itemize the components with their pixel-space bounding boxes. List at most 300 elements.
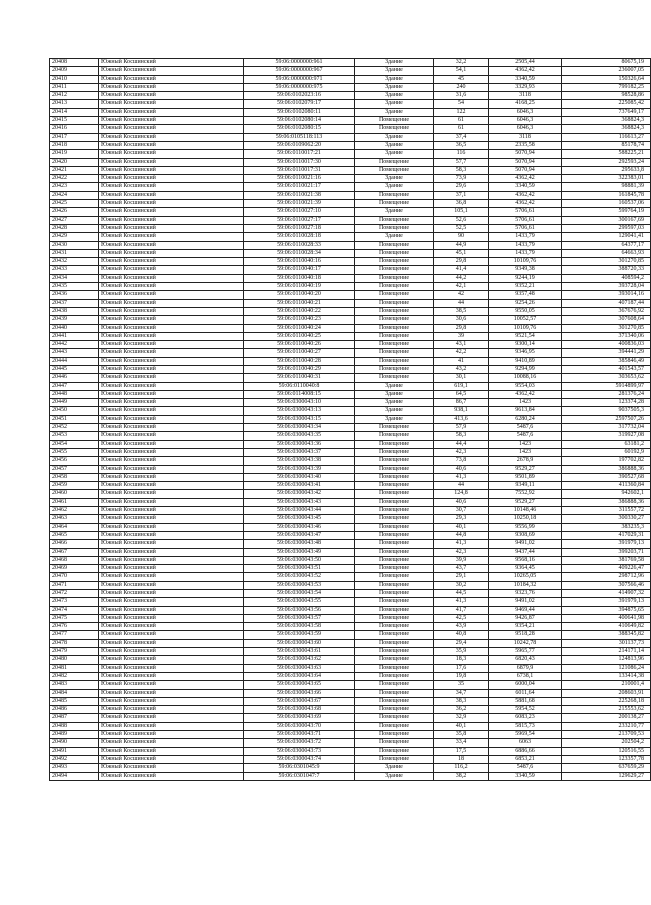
table-row	[50, 307, 651, 315]
total-value-cell: 394875,65	[562, 606, 651, 614]
price-per-unit-cell: 3340,59	[489, 75, 562, 83]
area-cell: 57,9	[434, 424, 489, 432]
price-per-unit-cell: 4362,42	[489, 175, 562, 183]
total-value-cell: 410649,82	[562, 623, 651, 631]
row-number-cell: 20438	[50, 307, 99, 315]
cadastral-number-cell: 59:06:0300043:59	[244, 631, 355, 639]
cadastral-number-cell: 59:06:0300043:45	[244, 515, 355, 523]
object-type-cell: Здание	[355, 399, 434, 407]
cadastral-number-cell: 59:06:0300043:44	[244, 507, 355, 515]
area-cell: 40,6	[434, 465, 489, 473]
row-number-cell: 20450	[50, 407, 99, 415]
table-row	[50, 158, 651, 166]
area-cell: 39,9	[434, 556, 489, 564]
object-type-cell: Помещение	[355, 316, 434, 324]
table-row	[50, 731, 651, 739]
row-number-cell: 20420	[50, 158, 99, 166]
cadastral-number-cell: 59:06:0102080:14	[244, 117, 355, 125]
cadastral-number-cell: 59:06:0110017:21	[244, 150, 355, 158]
row-number-cell: 20447	[50, 382, 99, 390]
object-type-cell: Помещение	[355, 299, 434, 307]
row-number-cell: 20456	[50, 457, 99, 465]
price-per-unit-cell: 6063	[489, 739, 562, 747]
total-value-cell: 129041,41	[562, 233, 651, 241]
total-value-cell: 5914899,97	[562, 382, 651, 390]
object-type-cell: Помещение	[355, 498, 434, 506]
object-type-cell: Здание	[355, 382, 434, 390]
district-cell: Южный Косшинский	[99, 365, 244, 373]
row-number-cell: 20488	[50, 722, 99, 730]
area-cell: 40,8	[434, 631, 489, 639]
area-cell: 64,5	[434, 390, 489, 398]
cadastral-number-cell: 59:06:0110040:19	[244, 283, 355, 291]
total-value-cell: 98881,39	[562, 183, 651, 191]
district-cell: Южный Косшинский	[99, 274, 244, 282]
total-value-cell: 64663,93	[562, 249, 651, 257]
total-value-cell: 60192,9	[562, 448, 651, 456]
table-row	[50, 299, 651, 307]
table-row	[50, 125, 651, 133]
object-type-cell: Помещение	[355, 291, 434, 299]
total-value-cell: 301270,85	[562, 324, 651, 332]
table-row	[50, 457, 651, 465]
row-number-cell: 20481	[50, 664, 99, 672]
row-number-cell: 20476	[50, 623, 99, 631]
object-type-cell: Помещение	[355, 200, 434, 208]
district-cell: Южный Косшинский	[99, 241, 244, 249]
area-cell: 44,9	[434, 241, 489, 249]
object-type-cell: Здание	[355, 100, 434, 108]
table-row	[50, 556, 651, 564]
price-per-unit-cell: 5706,61	[489, 224, 562, 232]
table-row	[50, 747, 651, 755]
cadastral-number-cell: 59:06:0300043:63	[244, 664, 355, 672]
table-row	[50, 590, 651, 598]
district-cell: Южный Косшинский	[99, 573, 244, 581]
table-row	[50, 224, 651, 232]
total-value-cell: 391979,13	[562, 598, 651, 606]
table-row	[50, 764, 651, 772]
row-number-cell: 20468	[50, 556, 99, 564]
total-value-cell: 411360,84	[562, 482, 651, 490]
total-value-cell: 311557,72	[562, 507, 651, 515]
cadastral-number-cell: 59:06:0300043:53	[244, 581, 355, 589]
object-type-cell: Помещение	[355, 191, 434, 199]
price-per-unit-cell: 9354,21	[489, 623, 562, 631]
area-cell: 40,1	[434, 523, 489, 531]
row-number-cell: 20417	[50, 133, 99, 141]
object-type-cell: Здание	[355, 133, 434, 141]
total-value-cell: 208603,91	[562, 689, 651, 697]
price-per-unit-cell: 6738,1	[489, 672, 562, 680]
table-row	[50, 639, 651, 647]
cadastral-number-cell: 59:06:0300043:71	[244, 731, 355, 739]
district-cell: Южный Косшинский	[99, 473, 244, 481]
table-row	[50, 706, 651, 714]
cadastral-number-cell: 59:06:0300043:61	[244, 648, 355, 656]
cadastral-number-cell: 59:06:0300043:54	[244, 590, 355, 598]
cadastral-number-cell: 59:06:0300043:15	[244, 415, 355, 423]
area-cell: 44	[434, 482, 489, 490]
price-per-unit-cell: 1433,79	[489, 233, 562, 241]
cadastral-number-cell: 59:06:0300043:40	[244, 473, 355, 481]
area-cell: 18,3	[434, 656, 489, 664]
area-cell: 19,8	[434, 672, 489, 680]
total-value-cell: 121086,24	[562, 664, 651, 672]
table-row	[50, 424, 651, 432]
cadastral-number-cell: 59:06:0110027:10	[244, 208, 355, 216]
object-type-cell: Помещение	[355, 349, 434, 357]
row-number-cell: 20439	[50, 316, 99, 324]
price-per-unit-cell: 5070,94	[489, 166, 562, 174]
area-cell: 38,2	[434, 772, 489, 780]
district-cell: Южный Косшинский	[99, 316, 244, 324]
object-type-cell: Помещение	[355, 598, 434, 606]
price-per-unit-cell: 3340,59	[489, 772, 562, 780]
table-row	[50, 664, 651, 672]
table-row	[50, 648, 651, 656]
cadastral-number-cell: 59:06:0105118:113	[244, 133, 355, 141]
object-type-cell: Здание	[355, 407, 434, 415]
table-row	[50, 681, 651, 689]
table-row	[50, 200, 651, 208]
price-per-unit-cell: 9529,27	[489, 498, 562, 506]
row-number-cell: 20482	[50, 672, 99, 680]
area-cell: 37,4	[434, 133, 489, 141]
object-type-cell: Помещение	[355, 216, 434, 224]
area-cell: 41,3	[434, 540, 489, 548]
district-cell: Южный Косшинский	[99, 141, 244, 149]
price-per-unit-cell: 10184,32	[489, 581, 562, 589]
total-value-cell: 236007,05	[562, 67, 651, 75]
area-cell: 31,6	[434, 92, 489, 100]
total-value-cell: 393014,16	[562, 291, 651, 299]
district-cell: Южный Косшинский	[99, 291, 244, 299]
table-row	[50, 357, 651, 365]
area-cell: 41	[434, 357, 489, 365]
total-value-cell: 298712,96	[562, 573, 651, 581]
total-value-cell: 414907,32	[562, 590, 651, 598]
price-per-unit-cell: 2505,44	[489, 59, 562, 67]
price-per-unit-cell: 9364,45	[489, 565, 562, 573]
cadastral-number-cell: 59:06:0110021:17	[244, 183, 355, 191]
row-number-cell: 20418	[50, 141, 99, 149]
cadastral-number-cell: 59:06:0110040:23	[244, 316, 355, 324]
cadastral-number-cell: 59:06:0300043:42	[244, 490, 355, 498]
area-cell: 35,9	[434, 648, 489, 656]
area-cell: 36,2	[434, 706, 489, 714]
row-number-cell: 20424	[50, 191, 99, 199]
row-number-cell: 20451	[50, 415, 99, 423]
price-per-unit-cell: 4168,25	[489, 100, 562, 108]
table-row	[50, 92, 651, 100]
total-value-cell: 85178,74	[562, 141, 651, 149]
total-value-cell: 322383,01	[562, 175, 651, 183]
object-type-cell: Помещение	[355, 473, 434, 481]
district-cell: Южный Косшинский	[99, 117, 244, 125]
district-cell: Южный Косшинский	[99, 631, 244, 639]
area-cell: 37,1	[434, 191, 489, 199]
area-cell: 44,8	[434, 531, 489, 539]
price-per-unit-cell: 9352,21	[489, 283, 562, 291]
row-number-cell: 20440	[50, 324, 99, 332]
row-number-cell: 20467	[50, 548, 99, 556]
table-row	[50, 374, 651, 382]
area-cell: 32,9	[434, 714, 489, 722]
cadastral-number-cell: 59:06:0110040:24	[244, 324, 355, 332]
table-row	[50, 83, 651, 91]
total-value-cell: 307608,64	[562, 316, 651, 324]
object-type-cell: Здание	[355, 415, 434, 423]
price-per-unit-cell: 5070,94	[489, 150, 562, 158]
district-cell: Южный Косшинский	[99, 731, 244, 739]
cadastral-number-cell: 59:06:0300043:58	[244, 623, 355, 631]
area-cell: 122	[434, 108, 489, 116]
table-row	[50, 540, 651, 548]
row-number-cell: 20423	[50, 183, 99, 191]
cadastral-number-cell: 59:06:0110040:27	[244, 349, 355, 357]
area-cell: 58,3	[434, 166, 489, 174]
total-value-cell: 386888,36	[562, 498, 651, 506]
cadastral-number-cell: 59:06:0300043:38	[244, 457, 355, 465]
object-type-cell: Помещение	[355, 531, 434, 539]
object-type-cell: Помещение	[355, 424, 434, 432]
total-value-cell: 150326,64	[562, 75, 651, 83]
price-per-unit-cell: 10265,05	[489, 573, 562, 581]
price-per-unit-cell: 3118	[489, 133, 562, 141]
district-cell: Южный Косшинский	[99, 150, 244, 158]
table-row	[50, 108, 651, 116]
table-row	[50, 341, 651, 349]
district-cell: Южный Косшинский	[99, 606, 244, 614]
price-per-unit-cell: 1433,79	[489, 241, 562, 249]
area-cell: 43,1	[434, 341, 489, 349]
district-cell: Южный Косшинский	[99, 249, 244, 257]
area-cell: 32,2	[434, 59, 489, 67]
row-number-cell: 20478	[50, 639, 99, 647]
area-cell: 29,4	[434, 639, 489, 647]
table-row	[50, 407, 651, 415]
area-cell: 40,1	[434, 722, 489, 730]
total-value-cell: 129629,27	[562, 772, 651, 780]
total-value-cell: 417029,31	[562, 531, 651, 539]
district-cell: Южный Косшинский	[99, 133, 244, 141]
total-value-cell: 408594,2	[562, 274, 651, 282]
cadastral-number-cell: 59:06:0102080:15	[244, 125, 355, 133]
table-row	[50, 697, 651, 705]
cadastral-number-cell: 59:06:0300043:70	[244, 722, 355, 730]
row-number-cell: 20449	[50, 399, 99, 407]
district-cell: Южный Косшинский	[99, 440, 244, 448]
cadastral-number-cell: 59:06:0300043:74	[244, 755, 355, 763]
price-per-unit-cell: 9300,14	[489, 341, 562, 349]
cadastral-number-cell: 59:06:0300043:60	[244, 639, 355, 647]
object-type-cell: Помещение	[355, 117, 434, 125]
row-number-cell: 20448	[50, 390, 99, 398]
district-cell: Южный Косшинский	[99, 266, 244, 274]
area-cell: 30,2	[434, 581, 489, 589]
area-cell: 36,5	[434, 141, 489, 149]
district-cell: Южный Косшинский	[99, 100, 244, 108]
price-per-unit-cell: 4362,42	[489, 67, 562, 75]
area-cell: 33,4	[434, 739, 489, 747]
cadastral-number-cell: 59:06:0300043:49	[244, 548, 355, 556]
row-number-cell: 20429	[50, 233, 99, 241]
row-number-cell: 20485	[50, 697, 99, 705]
district-cell: Южный Косшинский	[99, 689, 244, 697]
table-row	[50, 332, 651, 340]
district-cell: Южный Косшинский	[99, 697, 244, 705]
cadastral-number-cell: 59:06:0109062:20	[244, 141, 355, 149]
cadastral-number-cell: 59:06:0000000:967	[244, 67, 355, 75]
row-number-cell: 20480	[50, 656, 99, 664]
total-value-cell: 9037505,3	[562, 407, 651, 415]
row-number-cell: 20453	[50, 432, 99, 440]
object-type-cell: Помещение	[355, 722, 434, 730]
cadastral-number-cell: 59:06:0110021:39	[244, 200, 355, 208]
row-number-cell: 20472	[50, 590, 99, 598]
total-value-cell: 98528,86	[562, 92, 651, 100]
cadastral-number-cell: 59:06:0300043:62	[244, 656, 355, 664]
table-row	[50, 581, 651, 589]
total-value-cell: 394441,29	[562, 349, 651, 357]
price-per-unit-cell: 9521,54	[489, 332, 562, 340]
area-cell: 116	[434, 150, 489, 158]
object-type-cell: Здание	[355, 59, 434, 67]
object-type-cell: Помещение	[355, 341, 434, 349]
area-cell: 54,1	[434, 67, 489, 75]
table-row	[50, 531, 651, 539]
row-number-cell: 20444	[50, 357, 99, 365]
price-per-unit-cell: 10109,76	[489, 324, 562, 332]
area-cell: 44	[434, 299, 489, 307]
cadastral-number-cell: 59:06:0110040:8	[244, 382, 355, 390]
total-value-cell: 161845,78	[562, 191, 651, 199]
table-row	[50, 399, 651, 407]
cadastral-number-cell: 59:06:0300043:67	[244, 697, 355, 705]
row-number-cell: 20409	[50, 67, 99, 75]
area-cell: 29,1	[434, 573, 489, 581]
total-value-cell: 319927,08	[562, 432, 651, 440]
row-number-cell: 20434	[50, 274, 99, 282]
object-type-cell: Помещение	[355, 324, 434, 332]
cadastral-number-cell: 59:06:0110028:34	[244, 249, 355, 257]
price-per-unit-cell: 6879,9	[489, 664, 562, 672]
object-type-cell: Здание	[355, 233, 434, 241]
object-type-cell: Здание	[355, 141, 434, 149]
district-cell: Южный Косшинский	[99, 341, 244, 349]
area-cell: 124,8	[434, 490, 489, 498]
object-type-cell: Помещение	[355, 465, 434, 473]
district-cell: Южный Косшинский	[99, 639, 244, 647]
row-number-cell: 20413	[50, 100, 99, 108]
cadastral-number-cell: 59:06:0110017:31	[244, 166, 355, 174]
cadastral-number-cell: 59:06:0102023:16	[244, 92, 355, 100]
object-type-cell: Помещение	[355, 672, 434, 680]
object-type-cell: Здание	[355, 67, 434, 75]
district-cell: Южный Косшинский	[99, 706, 244, 714]
price-per-unit-cell: 9346,95	[489, 349, 562, 357]
total-value-cell: 123374,28	[562, 399, 651, 407]
price-per-unit-cell: 2335,58	[489, 141, 562, 149]
object-type-cell: Помещение	[355, 664, 434, 672]
row-number-cell: 20445	[50, 365, 99, 373]
row-number-cell: 20422	[50, 175, 99, 183]
row-number-cell: 20458	[50, 473, 99, 481]
area-cell: 43,7	[434, 565, 489, 573]
price-per-unit-cell: 6280,24	[489, 415, 562, 423]
district-cell: Южный Косшинский	[99, 332, 244, 340]
area-cell: 52,5	[434, 224, 489, 232]
object-type-cell: Помещение	[355, 631, 434, 639]
row-number-cell: 20470	[50, 573, 99, 581]
area-cell: 240	[434, 83, 489, 91]
object-type-cell: Помещение	[355, 490, 434, 498]
table-row	[50, 150, 651, 158]
table-row	[50, 67, 651, 75]
cadastral-number-cell: 59:06:0300043:36	[244, 440, 355, 448]
price-per-unit-cell: 10088,16	[489, 374, 562, 382]
total-value-cell: 80675,19	[562, 59, 651, 67]
row-number-cell: 20427	[50, 216, 99, 224]
object-type-cell: Помещение	[355, 697, 434, 705]
cadastral-number-cell: 59:06:0300043:47	[244, 531, 355, 539]
table-row	[50, 498, 651, 506]
price-per-unit-cell: 10148,46	[489, 507, 562, 515]
cadastral-number-cell: 59:06:0300043:13	[244, 407, 355, 415]
table-row	[50, 507, 651, 515]
price-per-unit-cell: 9349,38	[489, 266, 562, 274]
price-per-unit-cell: 5706,61	[489, 208, 562, 216]
cadastral-number-cell: 59:06:0110040:20	[244, 291, 355, 299]
area-cell: 38,5	[434, 307, 489, 315]
district-cell: Южный Косшинский	[99, 59, 244, 67]
price-per-unit-cell: 6000,04	[489, 681, 562, 689]
district-cell: Южный Косшинский	[99, 191, 244, 199]
object-type-cell: Помещение	[355, 731, 434, 739]
total-value-cell: 233210,77	[562, 722, 651, 730]
price-per-unit-cell: 1423	[489, 440, 562, 448]
area-cell: 73,8	[434, 457, 489, 465]
row-number-cell: 20465	[50, 531, 99, 539]
table-row	[50, 482, 651, 490]
price-per-unit-cell: 9308,69	[489, 531, 562, 539]
cadastral-number-cell: 59:06:0110021:16	[244, 175, 355, 183]
total-value-cell: 381769,58	[562, 556, 651, 564]
total-value-cell: 63181,2	[562, 440, 651, 448]
area-cell: 35	[434, 681, 489, 689]
object-type-cell: Помещение	[355, 614, 434, 622]
row-number-cell: 20408	[50, 59, 99, 67]
total-value-cell: 133414,38	[562, 672, 651, 680]
row-number-cell: 20454	[50, 440, 99, 448]
district-cell: Южный Косшинский	[99, 672, 244, 680]
object-type-cell: Помещение	[355, 249, 434, 257]
total-value-cell: 123357,78	[562, 755, 651, 763]
district-cell: Южный Косшинский	[99, 457, 244, 465]
cadastral-number-cell: 59:06:0000000:971	[244, 75, 355, 83]
cadastral-number-cell: 59:06:0110040:21	[244, 299, 355, 307]
area-cell: 18	[434, 755, 489, 763]
object-type-cell: Помещение	[355, 573, 434, 581]
object-type-cell: Помещение	[355, 307, 434, 315]
table-row	[50, 175, 651, 183]
object-type-cell: Помещение	[355, 507, 434, 515]
object-type-cell: Здание	[355, 92, 434, 100]
price-per-unit-cell: 4362,42	[489, 191, 562, 199]
cadastral-number-cell: 59:06:0300043:50	[244, 556, 355, 564]
cadastral-number-cell: 59:06:0110040:28	[244, 357, 355, 365]
